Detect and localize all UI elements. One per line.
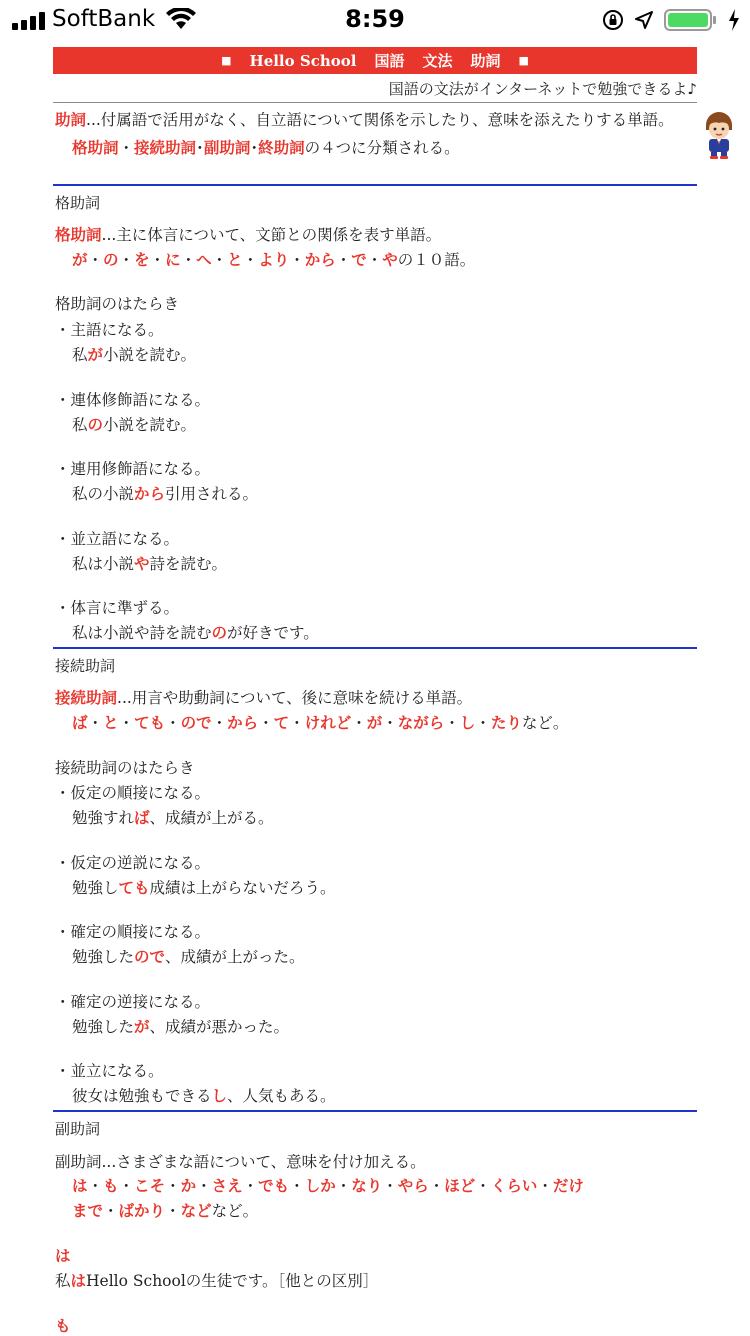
breadcrumb-topic[interactable]: 文法 xyxy=(422,52,453,70)
location-arrow-icon xyxy=(634,10,654,30)
kaku-function-title: 格助詞のはたらき xyxy=(55,295,180,313)
section-heading-setsuzoku: 接続助詞 xyxy=(55,657,116,675)
list-item-example: 彼女は勉強もできるし、人気もある。 xyxy=(72,1086,336,1105)
battery-icon xyxy=(664,8,718,32)
charging-bolt-icon xyxy=(728,9,740,31)
student-mascot-icon xyxy=(701,108,737,160)
list-item-function: ・体言に準ずる。 xyxy=(55,599,180,617)
site-name[interactable]: Hello School xyxy=(249,51,357,70)
tagline: 国語の文法がインターネットで勉強できるよ♪ xyxy=(388,80,697,98)
setsuzoku-function-title: 接続助詞のはたらき xyxy=(55,759,195,777)
fuku-example-sentence: 私はHello Schoolの生徒です。［他との区別］ xyxy=(55,1271,379,1290)
list-item-example: 勉強すれば、成績が上がる。 xyxy=(72,808,274,827)
section-heading-kaku: 格助詞 xyxy=(55,194,101,212)
section-divider xyxy=(53,647,697,649)
section-divider xyxy=(53,1110,697,1112)
kaku-particles: が・の・を・に・へ・と・より・から・で・やの１０語。 xyxy=(72,250,476,269)
list-item-function: ・並立語になる。 xyxy=(55,530,180,548)
term-joshi: 助詞 xyxy=(55,110,87,129)
banner-square: ■ xyxy=(518,54,529,67)
list-item-function: ・確定の逆接になる。 xyxy=(55,993,211,1011)
orientation-lock-icon xyxy=(602,9,624,31)
section-divider xyxy=(53,184,697,186)
site-banner xyxy=(53,47,697,74)
list-item-example: 私は小説や詩を読むのが好きです。 xyxy=(72,623,319,642)
status-right-icons xyxy=(602,8,740,32)
fuku-example-word: も xyxy=(55,1316,71,1335)
breadcrumb-subject[interactable]: 国語 xyxy=(374,52,405,70)
kaku-definition: 格助詞...主に体言について、文節との関係を表す単語。 xyxy=(55,225,442,244)
list-item-example: 勉強したので、成績が上がった。 xyxy=(72,947,305,966)
setsuzoku-definition: 接続助詞...用言や助動詞について、後に意味を続ける単語。 xyxy=(55,688,473,707)
list-item-function: ・確定の順接になる。 xyxy=(55,923,211,941)
list-item-function: ・連用修飾語になる。 xyxy=(55,460,211,478)
list-item-function: ・仮定の逆説になる。 xyxy=(55,854,211,872)
setsuzoku-particles: ば・と・ても・ので・から・て・けれど・が・ながら・し・たりなど。 xyxy=(72,713,569,732)
carrier-name: SoftBank xyxy=(52,6,156,32)
list-item-example: 私の小説から引用される。 xyxy=(72,484,259,503)
fuku-particles-line2: まで・ばかり・などなど。 xyxy=(72,1201,259,1220)
intro-types: 格助詞・接続助詞･副助詞･終助詞の４つに分類される。 xyxy=(72,138,460,157)
breadcrumb-page: 助詞 xyxy=(470,52,501,70)
list-item-example: 私は小説や詩を読む。 xyxy=(72,554,228,573)
divider xyxy=(53,102,697,103)
list-item-example: 私の小説を読む。 xyxy=(72,415,197,434)
list-item-function: ・主語になる。 xyxy=(55,321,164,339)
banner-square: ■ xyxy=(221,54,232,67)
list-item-example: 勉強したが、成績が悪かった。 xyxy=(72,1017,290,1036)
list-item-example: 勉強しても成績は上がらないだろう。 xyxy=(72,878,336,897)
fuku-particles-line1: は・も・こそ・か・さえ・でも・しか・なり・やら・ほど・くらい・だけ xyxy=(72,1176,584,1195)
list-item-example: 私が小説を読む。 xyxy=(72,345,197,364)
status-time: 8:59 xyxy=(345,5,405,33)
status-bar xyxy=(0,0,750,40)
list-item-function: ・仮定の順接になる。 xyxy=(55,784,211,802)
fuku-example-word: は xyxy=(55,1246,71,1265)
fuku-definition: 副助詞...さまざまな語について、意味を付け加える。 xyxy=(55,1153,426,1171)
list-item-function: ・連体修飾語になる。 xyxy=(55,391,211,409)
list-item-function: ・並立になる。 xyxy=(55,1062,164,1080)
intro-definition: 助詞...付属語で活用がなく、自立語について関係を示したり、意味を添えたりする単語。 xyxy=(55,110,674,129)
section-heading-fuku: 副助詞 xyxy=(55,1120,101,1138)
